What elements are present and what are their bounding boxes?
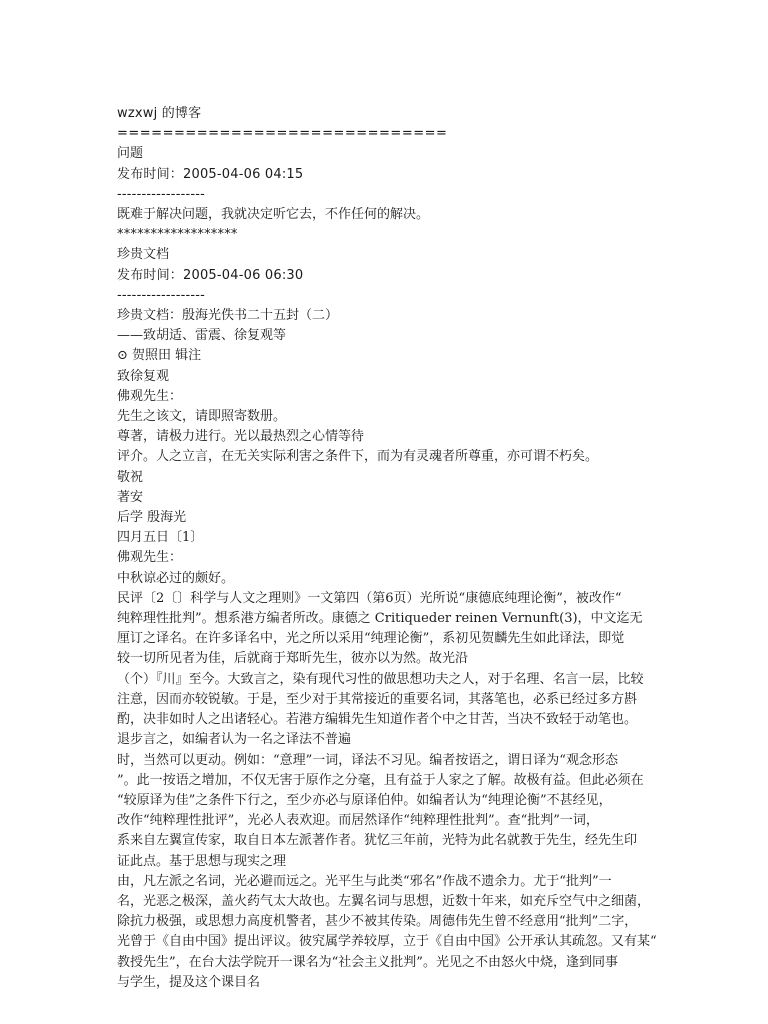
post-line: 佛观先生：: [117, 388, 183, 404]
post-line: 著安: [117, 489, 144, 505]
post-line: ⊙ 贺照田 辑注: [117, 348, 202, 364]
post-line: 较一切所见者为佳，后就商于郑昕先生，彼亦以为然。故光沿: [117, 651, 469, 667]
post-line: “较原译为佳”之条件下行之，至少亦必与原译伯仲。如编者认为“纯理论衡”不甚经见，: [117, 792, 612, 808]
blog-page: [117, 104, 662, 993]
post-line: 佛观先生：: [117, 550, 183, 566]
post-line: （个）『川』至今。大致言之，染有现代习性的做思想功夫之人，对于名理、名言一层，比较: [117, 671, 644, 687]
post-line: 酌，决非如时人之出诸轻心。若港方编辑先生知道作者个中之甘苦，当决不致轻于动笔也。: [117, 712, 638, 728]
post-date: 发布时间：2005-04-06 04:15: [117, 166, 304, 182]
star-divider: ******************: [117, 227, 238, 243]
blog-title: wzxwj 的博客: [117, 106, 202, 121]
post-body: [117, 306, 662, 993]
post-title: 问题: [117, 146, 144, 162]
post-title: 珍贵文档: [117, 247, 170, 263]
post-line: 纯粹理性批判”。想系港方编者所改。康德之 Critiqueder reinen Vernunft(3)，中文迄无: [117, 611, 643, 627]
post-line: 时，当然可以更动。例如：“意理”一词，译法不习见。编者按语之，谓日译为“观念形态: [117, 752, 618, 768]
post-date: 发布时间：2005-04-06 06:30: [117, 267, 304, 283]
post-line: 珍贵文档：殷海光佚书二十五封（二）: [117, 308, 339, 324]
post-body: 既难于解决问题，我就决定听它去，不作任何的解决。: [117, 207, 430, 223]
post-line: 厘订之译名。在许多译名中，光之所以采用“纯理论衡”，系初见贺麟先生如此译法，即觉: [117, 631, 625, 647]
post: [117, 245, 662, 993]
post-line: 致徐复观: [117, 368, 170, 384]
post-line: 证此点。基于思想与现实之理: [117, 853, 287, 869]
post-line: 民评〔2〔〕科学与人文之理则》一文第四（第6页）光所说“康德底纯理论衡”，被改作“: [117, 590, 622, 606]
post-line: 改作“纯粹理性批评”，光必人表欢迎。而居然译作“纯粹理性批判”。查“批判”一词，: [117, 813, 599, 829]
post-line: 中秋谅必过的颇好。: [117, 570, 235, 586]
dash-divider: ------------------: [117, 186, 206, 202]
post-line: 光曾于《自由中国》提出评议。彼究属学养较厚，立于《自由中国》公开承认其疏忽。又有某“: [117, 934, 657, 950]
post-line: 四月五日〔1〕: [117, 530, 204, 546]
post-line: 名，光恶之极深，盖火药气太大故也。左翼名词与思想，近数十年来，如充斥空气中之细菌，: [117, 893, 651, 909]
post-line: 敬祝: [117, 469, 144, 485]
separator: =============================: [117, 126, 448, 142]
post-line: 退步言之，如编者认为一名之译法不普遍: [117, 732, 352, 748]
post-line: 后学 殷海光: [117, 510, 187, 526]
post-line: ——致胡适、雷震、徐复观等: [117, 328, 287, 344]
post: [117, 144, 662, 245]
post-line: 教授先生”，在台大法学院开一课名为“社会主义批判”。光见之不由怒火中烧，逢到同事: [117, 954, 618, 970]
post-line: 评介。人之立言，在无关实际利害之条件下，而为有灵魂者所尊重，亦可谓不朽矣。: [117, 449, 599, 465]
post-line: 与学生，提及这个课目名: [117, 974, 261, 990]
post-line: 由，凡左派之名词，光必避而远之。光平生与此类“邪名”作战不遗余力。尤于“批判”一: [117, 873, 612, 889]
post-line: ”。此一按语之增加，不仅无害于原作之分毫，且有益于人家之了解。故极有益。但此必须在: [117, 772, 644, 788]
dash-divider: ------------------: [117, 287, 206, 303]
post-line: 注意，因而亦较锐敏。于是，至少对于其常接近的重要名词，其落笔也，必系已经过多方斟: [117, 691, 638, 707]
post-line: 尊著，请极力进行。光以最热烈之心情等待: [117, 429, 365, 445]
post-line: 先生之该文，请即照寄数册。: [117, 409, 287, 425]
post-line: 除抗力极强，或思想力高度机警者，甚少不被其传染。周德伟先生曾不经意用“批判”二字，: [117, 914, 638, 930]
post-line: 系来自左翼宣传家，取自日本左派著作者。犹忆三年前，光特为此名就教于先生，经先生印: [117, 833, 638, 849]
